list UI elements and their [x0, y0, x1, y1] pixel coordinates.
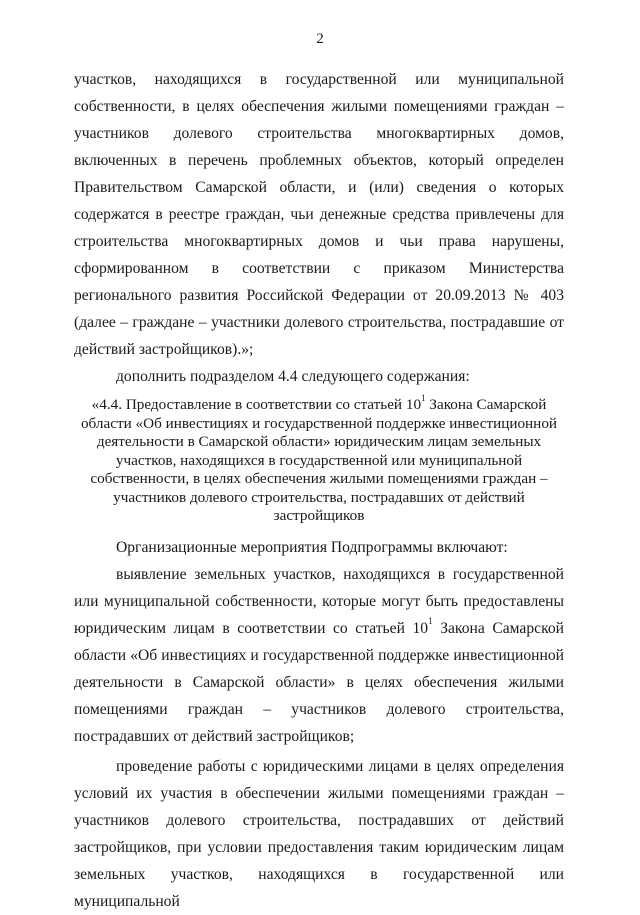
heading-text-end: Закона Самарской области «Об инвестициях и государственной поддержке инвестиционной деятельности в Самарской области» юридическим лицам земельных участков, находящихся в государственной или муниципальной собственности, в целях обеспечения жилыми помещениями граждан – участников долевого строительства, пострадавших от действий застройщиков [80, 396, 558, 524]
paragraph-text-start: выявление земельных участков, находящихся в государственной или муниципальной собственности, которые могут быть предоставлены юридическим лицам в соответствии со статьей 10 [74, 565, 564, 637]
paragraph-legal-entities-work: проведение работы с юридическими лицами в целях определения условий их участия в обеспечении жилыми помещениями граждан – участников долевого строительства, пострадавших от действий застройщиков, при условии предоставления таким юридическим лицам земельных участков, находящихся в государственной или муниципальной [74, 757, 564, 910]
paragraph-land-identification [74, 561, 564, 750]
page-number: 2 [316, 31, 324, 47]
heading-text-start: «4.4. Предоставление в соответствии со статьей 10 [91, 396, 422, 413]
paragraph-amendment-intro: дополнить подразделом 4.4 следующего содержания: [116, 368, 470, 385]
article-superscript: 1 [428, 616, 433, 627]
subsection-heading [74, 392, 564, 526]
paragraph-measures-intro: Организационные мероприятия Подпрограммы включают: [116, 538, 508, 556]
document-body [74, 66, 564, 915]
heading-superscript: 1 [421, 392, 426, 403]
paragraph-continuation: участков, находящихся в государственной или муниципальной собственности, в целях обеспечения жилыми помещениями граждан – участников долевого строительства многоквартирных домов, включенных в перечень проблемных объектов, который определен Правительством Самарской области, и (или) сведения о которых содержатся в реестре граждан, чьи денежные средства привлечены для строительства многоквартирных домов и чьи права нарушены, сформированном в соответствии с приказом Министерства регионального развития Российской Федерации от 20.09.2013 № 403 (далее – граждане – участники долевого строительства, пострадавшие от действий застройщиков).»; [74, 71, 564, 358]
paragraph-text-end: Закона Самарской области «Об инвестициях и государственной поддержке инвестиционной деятельности в Самарской области» в целях обеспечения жилыми помещениями граждан – участников долевого строительства, пострадавших от действий застройщиков; [74, 619, 564, 745]
